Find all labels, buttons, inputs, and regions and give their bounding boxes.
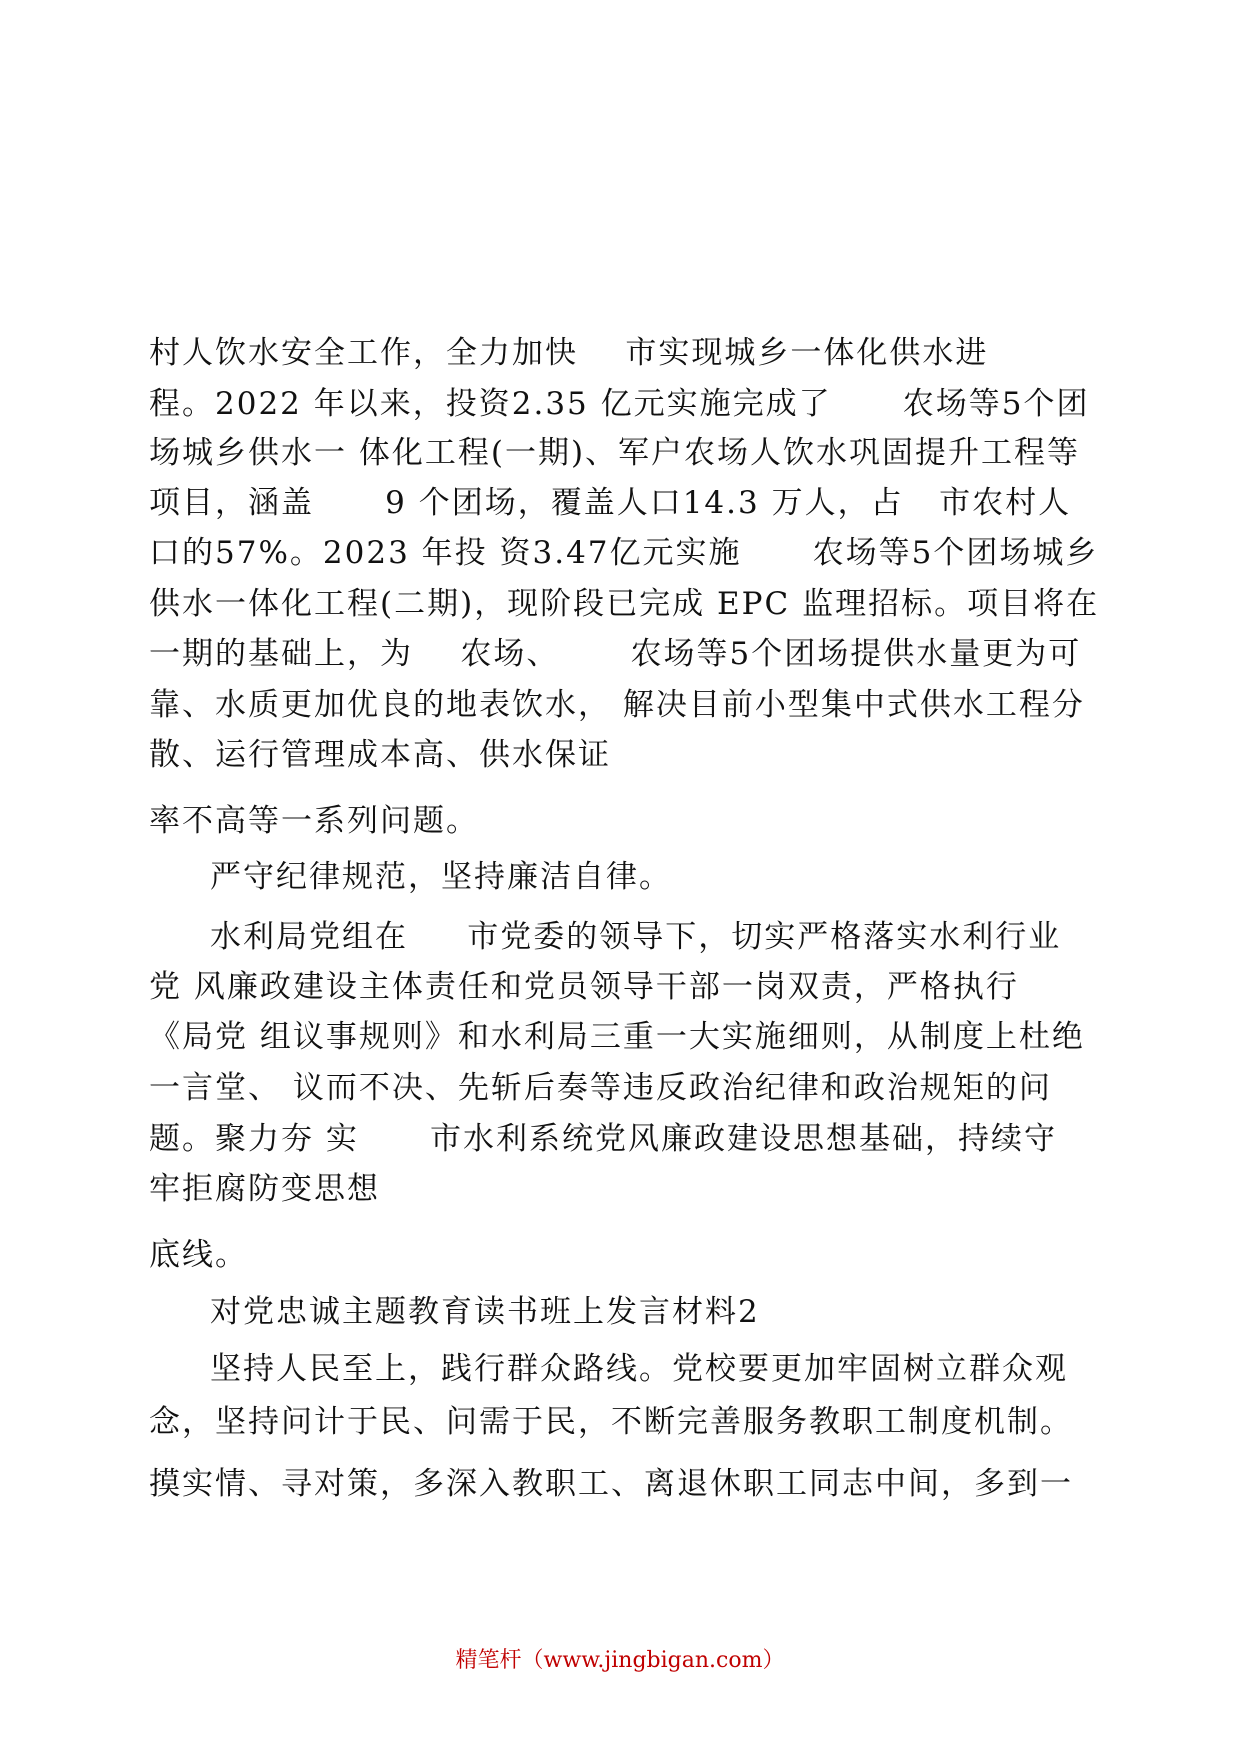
text-line: 散、运行管理成本高、供水保证 xyxy=(149,737,611,773)
text-line: 口的57%。2023 年投 资3.47亿元实施 农场等5个团场城乡 xyxy=(149,535,1099,571)
text-line: 念，坚持问计于民、问需于民，不断完善服务教职工制度机制。 xyxy=(149,1404,1073,1440)
text-line: 底线。 xyxy=(149,1237,248,1273)
text-line: 程。2022 年以来，投资2.35 亿元实施完成了 农场等5个团 xyxy=(149,386,1090,422)
text-line: 牢拒腐防变思想 xyxy=(149,1171,380,1207)
text-line: 靠、水质更加优良的地表饮水， 解决目前小型集中式供水工程分 xyxy=(149,687,1085,723)
text-line: 供水一体化工程(二期)，现阶段已完成 EPC 监理招标。项目将在 xyxy=(149,586,1100,622)
section-heading: 严守纪律规范，坚持廉洁自律。 xyxy=(210,859,672,895)
text-line: 一言堂、 议而不决、先斩后奏等违反政治纪律和政治规矩的问 xyxy=(149,1070,1052,1106)
text-line: 坚持人民至上，践行群众路线。党校要更加牢固树立群众观 xyxy=(210,1351,1068,1387)
section-title: 对党忠诚主题教育读书班上发言材料2 xyxy=(210,1294,760,1330)
text-line: 一期的基础上，为 农场、 农场等5个团场提供水量更为可 xyxy=(149,636,1082,672)
text-line: 率不高等一系列问题。 xyxy=(149,803,479,839)
text-line: 场城乡供水一 体化工程(一期)、军户农场人饮水巩固提升工程等 xyxy=(149,435,1081,471)
text-line: 摸实情、寻对策，多深入教职工、离退休职工同志中间，多到一 xyxy=(149,1466,1073,1502)
text-line: 村人饮水安全工作，全力加快 市实现城乡一体化供水进 xyxy=(149,335,989,371)
text-line: 党 风廉政建设主体责任和党员领导干部一岗双责，严格执行 xyxy=(149,969,1019,1005)
text-line: 《局党 组议事规则》和水利局三重一大实施细则，从制度上杜绝 xyxy=(149,1019,1085,1055)
text-line: 水利局党组在 市党委的领导下，切实严格落实水利行业 xyxy=(210,919,1062,955)
text-line: 题。聚力夯 实 市水利系统党风廉政建设思想基础，持续守 xyxy=(149,1121,1057,1157)
footer-watermark: 精笔杆（www.jingbigan.com） xyxy=(455,1648,785,1673)
text-line: 项目，涵盖 9 个团场，覆盖人口14.3 万人，占 市农村人 xyxy=(149,485,1072,521)
